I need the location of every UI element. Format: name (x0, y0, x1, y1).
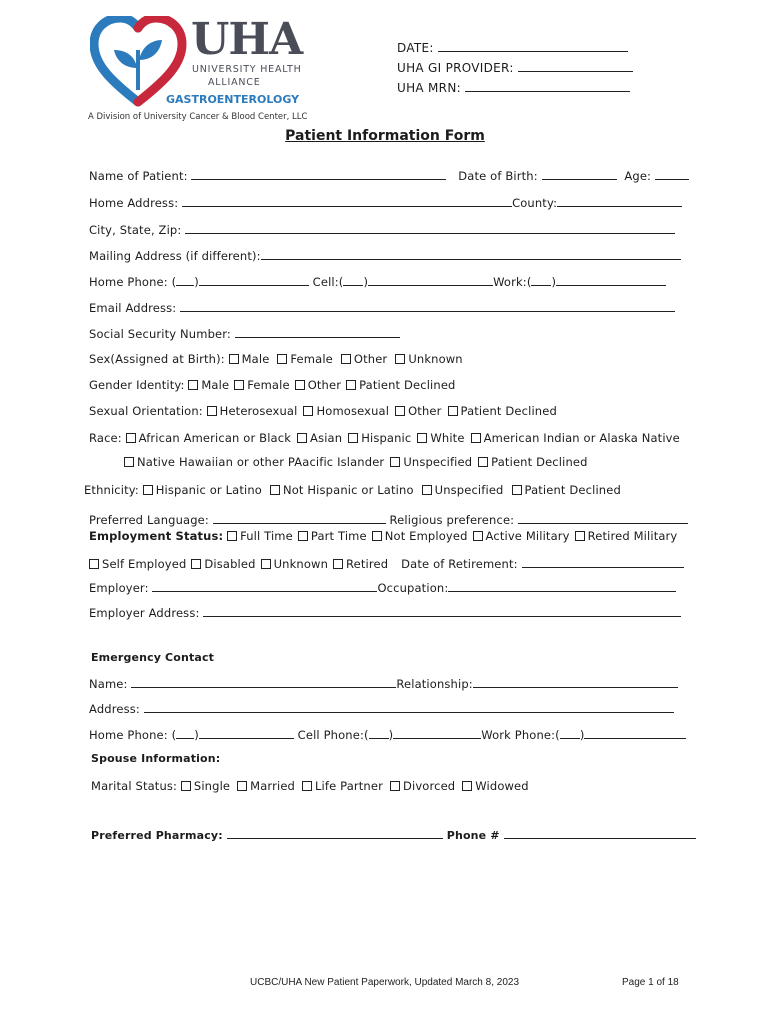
employment-row-2 (89, 556, 684, 571)
home-address-row: Home Address: County: (89, 195, 682, 210)
checkbox[interactable] (390, 781, 400, 791)
footer-text: UCBC/UHA New Patient Paperwork, Updated March 8, 2023 (250, 977, 520, 988)
gender-row-option[interactable] (188, 378, 229, 392)
marital-row: Marital Status: Single Married Life Partner Divorced Widowed (91, 779, 529, 793)
checkbox[interactable] (372, 531, 382, 541)
race-row-2-option[interactable] (478, 455, 587, 469)
city-field[interactable] (185, 222, 675, 234)
emergency-home-phone-field[interactable] (199, 727, 294, 739)
checkbox-label: Hispanic or Latino (155, 483, 262, 497)
checkbox-label: Divorced (402, 779, 456, 793)
orientation-row: Sexual Orientation: Heterosexual Homosexual Other Patient Declined (89, 404, 557, 418)
checkbox[interactable] (303, 406, 313, 416)
checkbox[interactable] (390, 457, 400, 467)
checkbox-label: Hispanic (361, 431, 412, 445)
checkbox[interactable] (229, 354, 239, 364)
checkbox-label: Unknown (273, 557, 329, 571)
checkbox-label: Other (408, 404, 442, 418)
checkbox[interactable] (302, 781, 312, 791)
checkbox-label: Widowed (475, 779, 529, 793)
checkbox[interactable] (295, 380, 305, 390)
ethnicity-row: Ethnicity: Hispanic or Latino Not Hispanic or Latino Unspecified Patient Declined (84, 483, 621, 497)
marital-row-option[interactable] (302, 779, 383, 793)
checkbox[interactable] (471, 433, 481, 443)
spouse-heading: Spouse Information: (91, 752, 221, 765)
checkbox-label: Active Military (485, 529, 570, 543)
patient-name-field[interactable] (191, 168, 446, 180)
page-number: Page 1 of 18 (622, 977, 679, 988)
ssn-row: Social Security Number: (89, 326, 400, 341)
race-row-option[interactable] (417, 431, 464, 445)
checkbox-label: Disabled (204, 557, 256, 571)
orientation-row-option[interactable] (207, 404, 298, 418)
header-provider: UHA GI PROVIDER: (397, 60, 633, 75)
checkbox[interactable] (126, 433, 136, 443)
retirement-label: Date of Retirement: (401, 557, 518, 571)
leaf-right (139, 40, 162, 60)
emergency-name-field[interactable] (131, 676, 396, 688)
header-date: DATE: (397, 40, 628, 55)
checkbox-label: Self Employed (102, 557, 187, 571)
checkbox-label: Homosexual (316, 404, 390, 418)
race-row-2 (124, 455, 594, 469)
checkbox[interactable] (181, 781, 191, 791)
employment-row-option[interactable] (575, 529, 678, 543)
ssn-field[interactable] (235, 326, 400, 338)
emergency-name-row: Name: Relationship: (89, 676, 678, 691)
marital-row-option[interactable] (237, 779, 295, 793)
email-field[interactable] (180, 300, 675, 312)
phone-row: Home Phone: ( ) Cell:( ) Work:( ) (89, 274, 666, 289)
checkbox[interactable] (473, 531, 483, 541)
checkbox-label: Single (193, 779, 231, 793)
checkbox-label: Life Partner (315, 779, 383, 793)
race-row-option[interactable] (471, 431, 680, 445)
header-mrn: UHA MRN: (397, 80, 630, 95)
checkbox-label: Native Hawaiian or other PAacific Islander (137, 455, 385, 469)
employment-row-2-option[interactable] (333, 557, 388, 571)
checkbox-label: Retired Military (587, 529, 678, 543)
checkbox-label: Asian (310, 431, 343, 445)
employer-field[interactable] (152, 580, 377, 592)
checkbox[interactable] (462, 781, 472, 791)
mailing-row: Mailing Address (if different): (89, 248, 681, 263)
checkbox[interactable] (346, 380, 356, 390)
orientation-row-option[interactable] (303, 404, 389, 418)
relationship-field[interactable] (473, 676, 678, 688)
mailing-field[interactable] (261, 248, 681, 260)
checkbox-label: White (430, 431, 465, 445)
orientation-row-option[interactable] (395, 404, 441, 418)
marital-row-option[interactable] (390, 779, 455, 793)
employment-row-2-option[interactable] (261, 557, 328, 571)
checkbox-label: Other (353, 352, 388, 366)
checkbox-label: Not Employed (384, 529, 468, 543)
emergency-cell-field[interactable] (393, 727, 481, 739)
checkbox-label: Patient Declined (524, 483, 621, 497)
orientation-row-option[interactable] (448, 404, 557, 418)
checkbox[interactable] (417, 433, 427, 443)
sex-row-option[interactable] (395, 352, 462, 366)
heart-red-half (138, 18, 182, 102)
checkbox[interactable] (191, 559, 201, 569)
checkbox-label: Married (250, 779, 295, 793)
gender-row-option[interactable] (346, 378, 455, 392)
checkbox[interactable] (298, 531, 308, 541)
email-row: Email Address: (89, 300, 675, 315)
race-row-option[interactable] (348, 431, 411, 445)
checkbox[interactable] (478, 457, 488, 467)
checkbox[interactable] (341, 354, 351, 364)
checkbox[interactable] (333, 559, 343, 569)
marital-row-option[interactable] (462, 779, 528, 793)
checkbox-label: Retired (346, 557, 389, 571)
checkbox-label: Unspecified (434, 483, 504, 497)
employment-row-option[interactable] (227, 529, 293, 543)
checkbox-label: Female (290, 352, 333, 366)
checkbox-label: American Indian or Alaska Native (483, 431, 680, 445)
sex-row-option[interactable] (341, 352, 387, 366)
checkbox-label: Female (247, 378, 290, 392)
age-field[interactable] (655, 168, 689, 180)
county-field[interactable] (557, 195, 682, 207)
emergency-address-field[interactable] (144, 701, 674, 713)
language-row: Preferred Language: Religious preference: (89, 512, 688, 527)
patient-name-row: Name of Patient: Date of Birth: Age: (89, 168, 689, 183)
checkbox-label: Male (241, 352, 270, 366)
race-row-option[interactable] (126, 431, 291, 445)
checkbox[interactable] (89, 559, 99, 569)
page-title: Patient Information Form (285, 128, 485, 144)
race-row: Race: African American or Black Asian Hispanic White American Indian or Alaska Native (89, 431, 680, 445)
logo-division: A Division of University Cancer & Blood Center, LLC (88, 112, 308, 122)
employment-row-2-option[interactable] (89, 557, 186, 571)
employer-row: Employer: Occupation: (89, 580, 676, 595)
checkbox[interactable] (395, 354, 405, 364)
checkbox[interactable] (575, 531, 585, 541)
language-field[interactable] (213, 512, 386, 524)
gender-row-option[interactable] (234, 378, 289, 392)
emergency-heading: Emergency Contact (91, 651, 215, 664)
logo-line2: ALLIANCE (208, 77, 261, 88)
logo-uha-text: UHA (191, 14, 303, 65)
checkbox[interactable] (512, 485, 522, 495)
checkbox-label: Full Time (240, 529, 293, 543)
logo-department: GASTROENTEROLOGY (166, 93, 300, 106)
retirement-date-field[interactable] (522, 556, 684, 568)
leaf-left (114, 50, 137, 68)
checkbox[interactable] (124, 457, 134, 467)
checkbox-label: Unspecified (403, 455, 473, 469)
gender-row: Gender Identity: Male Female Other Patient Declined (89, 378, 456, 392)
employment-row-option[interactable] (298, 529, 367, 543)
employment-row-option[interactable] (473, 529, 570, 543)
employer-address-row: Employer Address: (89, 605, 681, 620)
employer-address-field[interactable] (203, 605, 681, 617)
occupation-field[interactable] (448, 580, 676, 592)
race-row-2-option[interactable] (390, 455, 472, 469)
checkbox-label: Patient Declined (460, 404, 557, 418)
checkbox-label: Male (201, 378, 230, 392)
checkbox[interactable] (207, 406, 217, 416)
home-address-field[interactable] (182, 195, 512, 207)
ethnicity-row-option[interactable] (422, 483, 504, 497)
city-row: City, State, Zip: (89, 222, 675, 237)
checkbox-label: Patient Declined (359, 378, 456, 392)
gender-row-option[interactable] (295, 378, 341, 392)
checkbox[interactable] (270, 485, 280, 495)
emergency-phone-row: Home Phone: ( ) Cell Phone:( ) Work Phone:( ) (89, 727, 686, 742)
checkbox[interactable] (188, 380, 198, 390)
home-phone-field[interactable] (199, 274, 309, 286)
checkbox[interactable] (234, 380, 244, 390)
employment-row-2-option[interactable] (191, 557, 255, 571)
checkbox[interactable] (261, 559, 271, 569)
employment-row-option[interactable] (372, 529, 468, 543)
checkbox-label: African American or Black (138, 431, 292, 445)
pharmacy-field[interactable] (227, 827, 443, 839)
pharmacy-row: Preferred Pharmacy: Phone # (91, 827, 696, 842)
work-field[interactable] (556, 274, 666, 286)
checkbox-label: Not Hispanic or Latino (282, 483, 414, 497)
checkbox[interactable] (237, 781, 247, 791)
checkbox-label: Part Time (310, 529, 367, 543)
religion-field[interactable] (518, 512, 688, 524)
emergency-address-row: Address: (89, 701, 674, 716)
checkbox-label: Heterosexual (219, 404, 298, 418)
checkbox[interactable] (277, 354, 287, 364)
cell-field[interactable] (368, 274, 493, 286)
marital-row-option[interactable] (181, 779, 230, 793)
race-row-option[interactable] (297, 431, 342, 445)
checkbox-label: Unknown (408, 352, 463, 366)
checkbox-label: Other (307, 378, 342, 392)
sex-row: Sex(Assigned at Birth): Male Female Other Unknown (89, 352, 463, 366)
emergency-work-field[interactable] (584, 727, 686, 739)
checkbox[interactable] (348, 433, 358, 443)
sex-row-option[interactable] (277, 352, 332, 366)
ethnicity-row-option[interactable] (143, 483, 262, 497)
ethnicity-row-option[interactable] (270, 483, 414, 497)
checkbox[interactable] (448, 406, 458, 416)
race-row-2-option[interactable] (124, 455, 384, 469)
sex-row-option[interactable] (229, 352, 270, 366)
logo-line1: UNIVERSITY HEALTH (192, 64, 302, 75)
pharmacy-phone-field[interactable] (504, 827, 696, 839)
checkbox[interactable] (297, 433, 307, 443)
checkbox[interactable] (143, 485, 153, 495)
checkbox[interactable] (227, 531, 237, 541)
employment-row: Employment Status: Full Time Part Time Not Employed Active Military Retired Military (89, 529, 678, 543)
checkbox[interactable] (422, 485, 432, 495)
ethnicity-row-option[interactable] (512, 483, 621, 497)
checkbox[interactable] (395, 406, 405, 416)
checkbox-label: Patient Declined (491, 455, 588, 469)
dob-field[interactable] (542, 168, 617, 180)
